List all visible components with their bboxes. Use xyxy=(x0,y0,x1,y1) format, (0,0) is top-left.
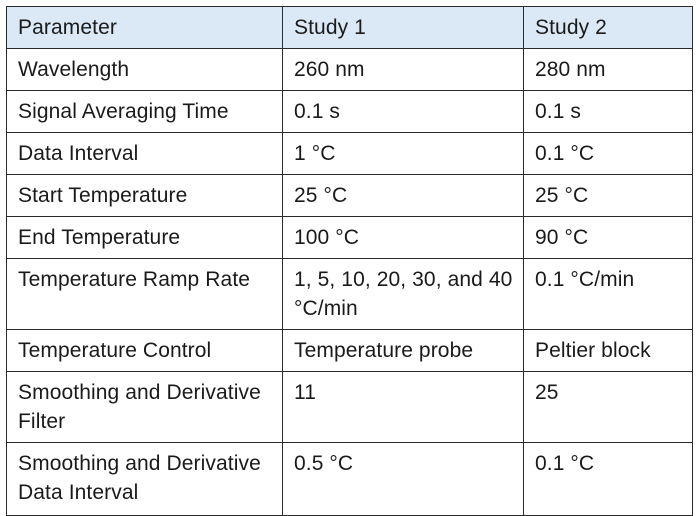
cell-study-2: 25 °C xyxy=(524,175,693,217)
cell-study-2: 90 °C xyxy=(524,217,693,259)
cell-study-1: 0.1 s xyxy=(283,91,524,133)
header-parameter: Parameter xyxy=(7,7,283,49)
header-study-2: Study 2 xyxy=(524,7,693,49)
table-row xyxy=(7,330,693,372)
cell-parameter: Data Interval xyxy=(7,133,283,175)
table-row xyxy=(7,443,693,516)
header-study-1: Study 1 xyxy=(283,7,524,49)
cell-study-2: 280 nm xyxy=(524,49,693,91)
cell-parameter: Smoothing and Derivative Data Interval xyxy=(7,443,283,516)
table-row xyxy=(7,372,693,443)
table-row xyxy=(7,91,693,133)
table-row xyxy=(7,175,693,217)
cell-study-2: Peltier block xyxy=(524,330,693,372)
cell-study-2: 0.1 °C/min xyxy=(524,259,693,330)
cell-study-1: 11 xyxy=(283,372,524,443)
table-row xyxy=(7,217,693,259)
cell-study-2: 0.1 °C xyxy=(524,133,693,175)
cell-parameter: Start Temperature xyxy=(7,175,283,217)
table-row xyxy=(7,133,693,175)
cell-study-1: 260 nm xyxy=(283,49,524,91)
cell-study-2: 25 xyxy=(524,372,693,443)
cell-parameter: End Temperature xyxy=(7,217,283,259)
cell-parameter: Temperature Control xyxy=(7,330,283,372)
cell-parameter: Signal Averaging Time xyxy=(7,91,283,133)
cell-parameter: Temperature Ramp Rate xyxy=(7,259,283,330)
cell-study-1: 1 °C xyxy=(283,133,524,175)
parameters-table xyxy=(6,6,693,516)
cell-study-1: 0.5 °C xyxy=(283,443,524,516)
cell-parameter: Smoothing and Derivative Filter xyxy=(7,372,283,443)
cell-parameter: Wavelength xyxy=(7,49,283,91)
cell-study-2: 0.1 s xyxy=(524,91,693,133)
cell-study-2: 0.1 °C xyxy=(524,443,693,516)
table-header-row xyxy=(7,7,693,49)
parameters-table-container xyxy=(6,6,693,516)
cell-study-1: 100 °C xyxy=(283,217,524,259)
table-row xyxy=(7,49,693,91)
cell-study-1: Temperature probe xyxy=(283,330,524,372)
cell-study-1: 25 °C xyxy=(283,175,524,217)
table-row xyxy=(7,259,693,330)
cell-study-1: 1, 5, 10, 20, 30, and 40 °C/min xyxy=(283,259,524,330)
